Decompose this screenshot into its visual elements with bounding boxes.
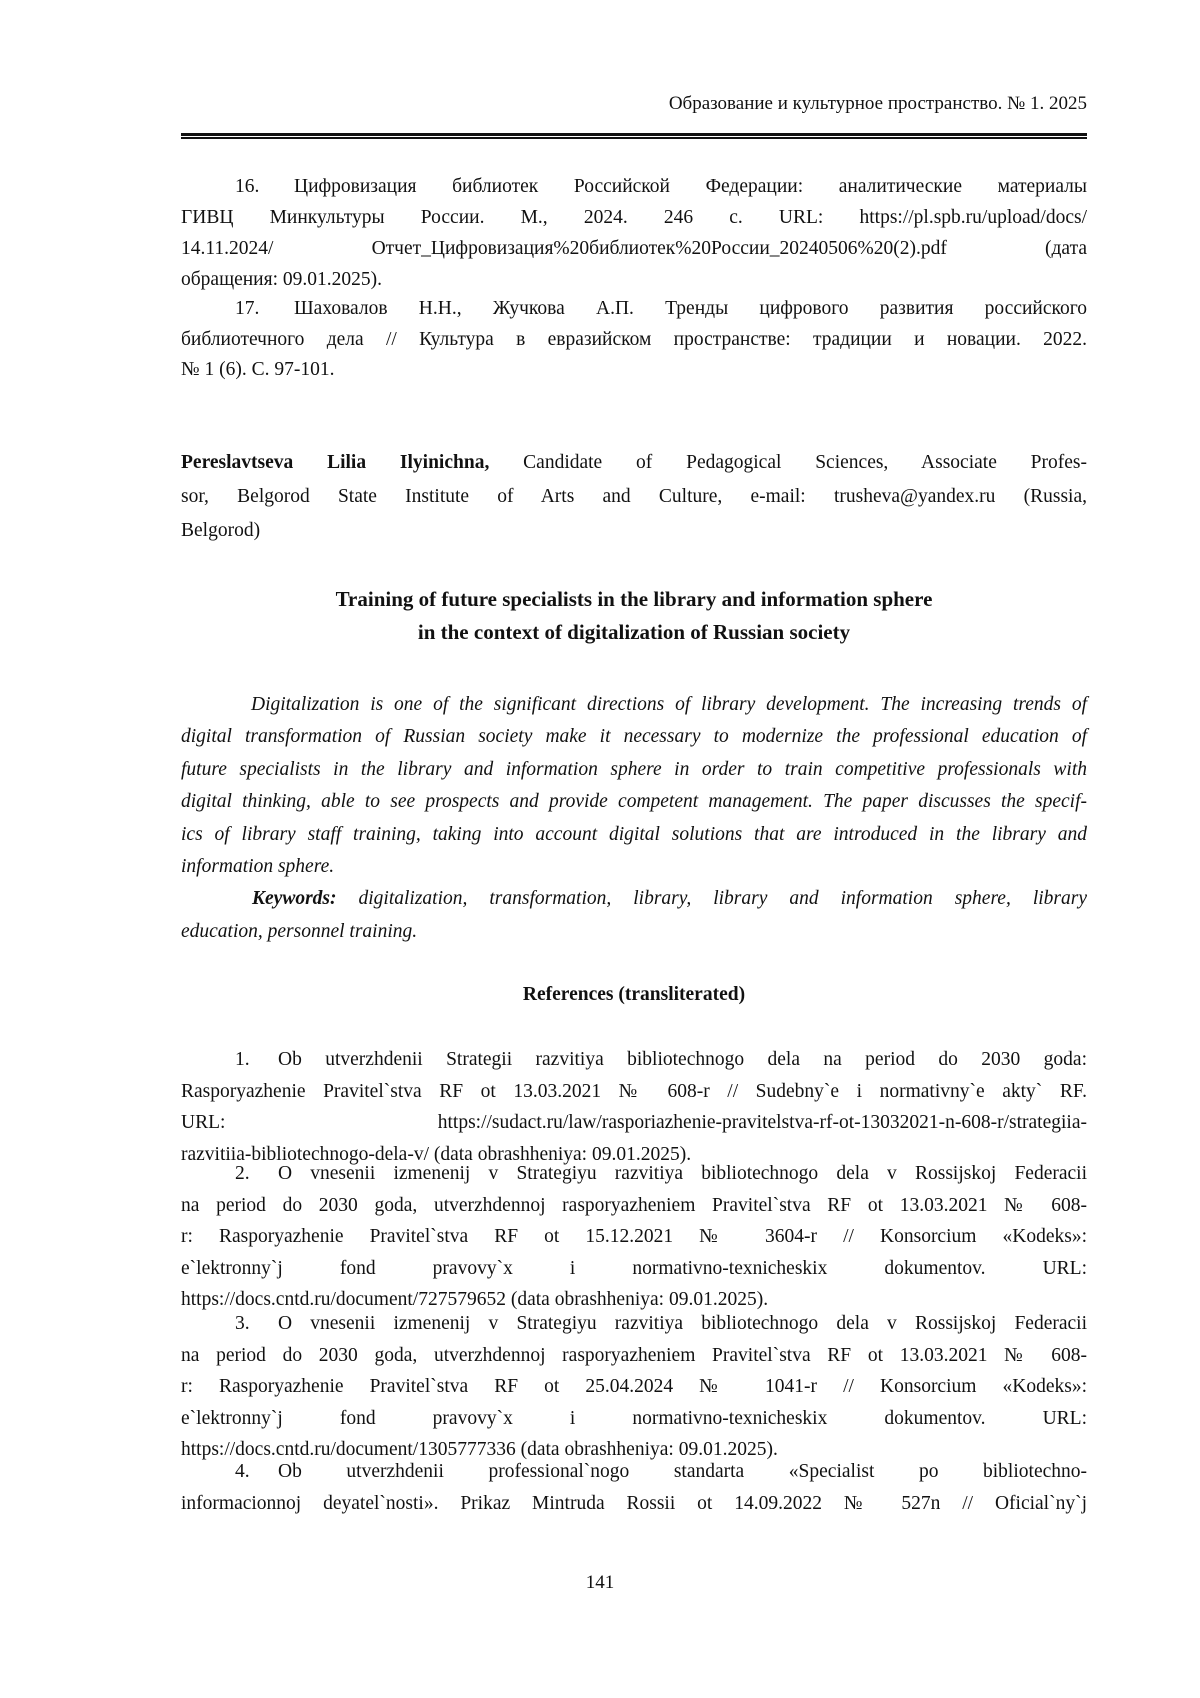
reference-4 <box>181 1456 1087 1519</box>
abstract-line: information sphere. <box>181 855 335 877</box>
reference-number: 17. <box>235 298 260 319</box>
reference-line: e`lektronny`j fond pravovy`x i normativno-texnicheskix dokumentov. URL: <box>181 1257 1087 1279</box>
reference-line: razvitiia-bibliotechnogo-dela-v/ (data obrashheniya: 09.01.2025). <box>181 1143 692 1165</box>
reference-text: O vnesenii izmenenij v Strategiyu razvitiya bibliotechnogo dela v Rossijskoj Federacii <box>278 1163 1087 1184</box>
reference-text: Цифровизация библиотек Российской Федерации: аналитические материалы <box>294 176 1087 197</box>
abstract-line: digital thinking, able to see prospects and provide competent management. The paper discusses the specif- <box>181 791 1087 813</box>
reference-line: r: Rasporyazhenie Pravitel`stva RF ot 25.04.2024 № 1041-r // Konsorcium «Kodeks»: <box>181 1376 1087 1398</box>
reference-line <box>181 1456 1087 1488</box>
reference-line: informacionnoj deyatel`nosti». Prikaz Mintruda Rossii ot 14.09.2022 № 527n // Oficial`ny`j <box>181 1492 1087 1514</box>
running-header: Образование и культурное пространство. № 1. 2025 <box>668 93 1087 114</box>
reference-3 <box>181 1308 1087 1466</box>
reference-line <box>181 1158 1087 1190</box>
reference-line: обращения: 09.01.2025). <box>181 269 382 290</box>
reference-2 <box>181 1158 1087 1316</box>
keywords-line: education, personnel training. <box>181 920 418 942</box>
reference-text: Ob utverzhdenii professional`nogo standarta «Specialist po bibliotechno- <box>278 1461 1087 1482</box>
abstract <box>181 689 1087 948</box>
article-title <box>181 583 1087 649</box>
reference-line: r: Rasporyazhenie Pravitel`stva RF ot 15.12.2021 № 3604-r // Konsorcium «Kodeks»: <box>181 1226 1087 1248</box>
reference-number: 3. <box>235 1313 250 1334</box>
reference-text: O vnesenii izmenenij v Strategiyu razvitiya bibliotechnogo dela v Rossijskoj Federacii <box>278 1313 1087 1334</box>
page-number: 141 <box>585 1572 615 1593</box>
reference-line: na period do 2030 goda, utverzhdennoj rasporyazheniem Pravitel`stva RF ot 13.03.2021 № 608- <box>181 1344 1087 1366</box>
reference-line: https://docs.cntd.ru/document/727579652 (data obrashheniya: 09.01.2025). <box>181 1289 769 1311</box>
reference-line <box>181 1044 1087 1076</box>
reference-16 <box>181 171 1087 295</box>
reference-line: 14.11.2024/ Отчет_Цифровизация%20библиотек%20России_20240506%20(2).pdf (дата <box>181 238 1087 259</box>
reference-1 <box>181 1044 1087 1170</box>
keywords-line <box>181 883 1087 915</box>
keywords-label: Keywords: <box>252 888 337 910</box>
reference-line: https://docs.cntd.ru/document/1305777336 (data obrashheniya: 09.01.2025). <box>181 1439 778 1461</box>
author-info <box>181 446 1087 548</box>
author-line: sor, Belgorod State Institute of Arts and Culture, e-mail: trusheva@yandex.ru (Russia, <box>181 486 1087 507</box>
author-name: Pereslavtseva Lilia Ilyinichna, <box>181 452 490 473</box>
references-heading-text: References (transliterated) <box>522 984 746 1005</box>
reference-line: № 1 (6). С. 97-101. <box>181 359 335 380</box>
reference-17 <box>181 294 1087 386</box>
reference-line: URL: https://sudact.ru/law/rasporiazhenie-pravitelstva-rf-ot-13032021-n-608-r/strategiia- <box>181 1112 1087 1134</box>
keywords-text: digitalization, transformation, library, library and information sphere, library <box>358 888 1087 910</box>
title-line: in the context of digitalization of Russian society <box>417 620 851 644</box>
reference-number: 2. <box>235 1163 250 1184</box>
reference-number: 1. <box>235 1049 250 1070</box>
reference-line: Rasporyazhenie Pravitel`stva RF ot 13.03.2021 № 608-r // Sudebny`e i normativny`e akty` RF. <box>181 1080 1087 1102</box>
reference-number: 16. <box>235 176 260 197</box>
reference-line: e`lektronny`j fond pravovy`x i normativno-texnicheskix dokumentov. URL: <box>181 1407 1087 1429</box>
abstract-line: digital transformation of Russian society make it necessary to modernize the professional education of <box>181 726 1087 748</box>
reference-line <box>181 171 1087 202</box>
references-heading <box>181 979 1087 1011</box>
reference-number: 4. <box>235 1461 250 1482</box>
title-line: Training of future specialists in the library and information sphere <box>335 587 933 611</box>
reference-line: ГИВЦ Минкультуры России. М., 2024. 246 с. URL: https://pl.spb.ru/upload/docs/ <box>181 207 1087 228</box>
reference-line <box>181 294 1087 325</box>
author-line <box>181 446 1087 480</box>
reference-line <box>181 1308 1087 1340</box>
author-affiliation: Candidate of Pedagogical Sciences, Associate Profes- <box>523 452 1087 473</box>
abstract-line: ics of library staff training, taking into account digital solutions that are introduced in the library and <box>181 823 1087 845</box>
abstract-line: Digitalization is one of the significant directions of library development. The increasing trends of <box>251 694 1087 715</box>
reference-text: Ob utverzhdenii Strategii razvitiya bibliotechnogo dela na period do 2030 goda: <box>278 1049 1087 1070</box>
abstract-line: future specialists in the library and information sphere in order to train competitive professionals with <box>181 758 1087 780</box>
author-line: Belgorod) <box>181 520 261 541</box>
reference-line: библиотечного дела // Культура в евразийском пространстве: традиции и новации. 2022. <box>181 328 1087 350</box>
reference-text: Шаховалов Н.Н., Жучкова А.П. Тренды цифрового развития российского <box>294 298 1087 319</box>
reference-line: na period do 2030 goda, utverzhdennoj rasporyazheniem Pravitel`stva RF ot 13.03.2021 № 608- <box>181 1194 1087 1216</box>
header-rule <box>181 133 1087 139</box>
